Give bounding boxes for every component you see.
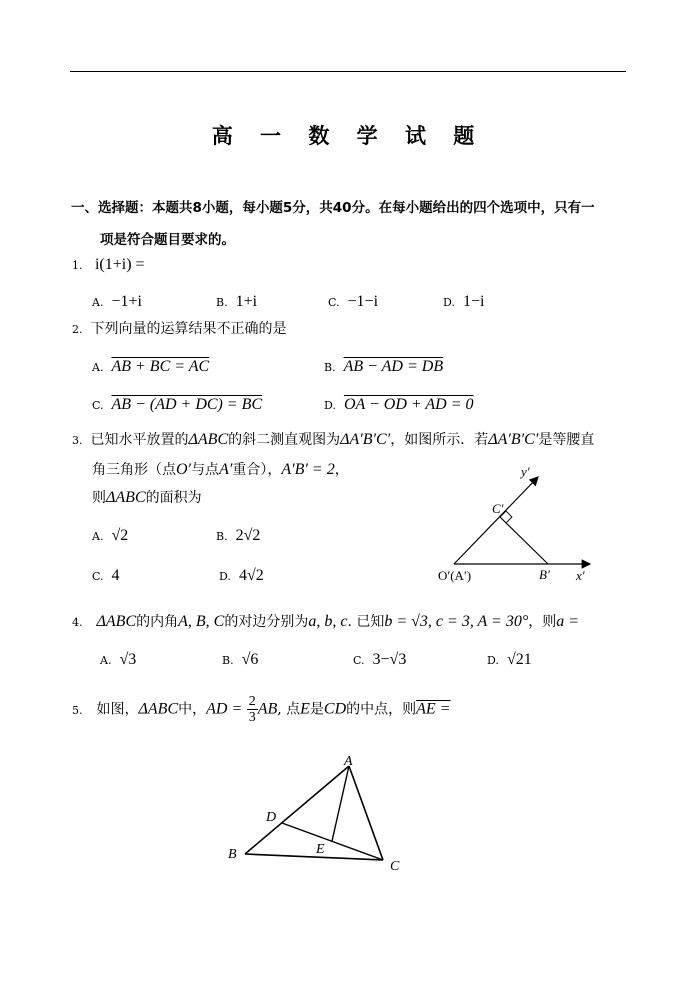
side-bc: [245, 854, 383, 860]
vertex-a-label: A: [344, 754, 353, 769]
q5-figure: [225, 752, 415, 877]
q2-number: 2.: [72, 323, 83, 336]
q1-expression: i(1+i) =: [94, 256, 145, 273]
point-e-label: E: [316, 842, 325, 857]
q2-option-a: A. AB + BC = AC: [92, 358, 210, 375]
q3-option-a: A. √2: [92, 527, 129, 544]
q4-option-c: C. 3−√3: [353, 651, 407, 668]
q5-stem: 5. 如图，ΔABC中，AD = $\frac{2}{3}$ AB, 点E是CD的中点，则AE =: [72, 694, 451, 725]
section-heading-line1: 一、选择题：本题共8小题，每小题5分，共40分。在每小题给出的四个选项中，只有一: [71, 200, 595, 216]
q3-option-b: B. 2√2: [216, 527, 261, 544]
segment-cd: [282, 823, 383, 860]
q4-option-b: B. √6: [222, 651, 259, 668]
q3-option-d: D. 4√2: [219, 567, 264, 584]
q2-option-c: C. AB − (AD + DC) = BC: [92, 396, 263, 413]
vertex-c-label: C: [390, 859, 400, 874]
q3-option-c: C. 4: [92, 567, 120, 584]
side-ac: [349, 766, 383, 860]
q2-option-b: B. AB − AD = DB: [324, 358, 444, 375]
q5-number: 5.: [72, 703, 83, 717]
q3-number: 3.: [72, 434, 83, 447]
side-ab: [245, 766, 349, 854]
q3-stem-line3: 则ΔABC的面积为: [92, 489, 202, 506]
y-axis-line: [454, 477, 538, 564]
q3-stem-line2: 角三角形（点O′与点A′重合），A′B′ = 2，: [92, 461, 349, 478]
label-y-prime: y′: [521, 464, 530, 479]
q2-stem: [72, 318, 287, 338]
q1-option-b: B. 1+i: [216, 293, 258, 310]
point-d-label: D: [266, 810, 277, 825]
section-heading-line2: 项是符合题目要求的。: [100, 232, 235, 248]
label-x-prime: x′: [576, 568, 585, 583]
header-rule: [70, 71, 626, 72]
label-c-prime: C′: [492, 501, 504, 516]
page-title: 高 一 数 学 试 题: [211, 124, 485, 148]
q3-stem-line1: 3. 已知水平放置的ΔABC的斜二测直观图为ΔA′B′C′，如图所示．若ΔA′B′C′是等腰直: [72, 431, 595, 448]
q4-option-d: D. √21: [487, 651, 532, 668]
label-o-prime: O′(A′): [438, 568, 472, 583]
q2-text: 下列向量的运算结果不正确的是: [90, 321, 287, 337]
q4-number: 4.: [72, 616, 83, 629]
q1-option-d: D. 1−i: [443, 293, 485, 310]
label-b-prime: B′: [539, 567, 550, 582]
triangle-side-cb: [500, 517, 548, 564]
q4-option-a: A. √3: [100, 651, 137, 668]
q1-number: 1.: [72, 259, 83, 272]
vertex-b-label: B: [228, 847, 237, 862]
q1-stem: [72, 256, 145, 274]
q1-option-a: A. −1+i: [92, 293, 142, 310]
q1-option-c: C. −1−i: [328, 293, 379, 310]
q3-figure: [430, 460, 600, 590]
fraction-two-thirds: $\frac{2}{3}$: [248, 694, 256, 725]
q4-stem: 4. ΔABC的内角A, B, C的对边分别为a, b, c. 已知b = √3, c = 3, A = 30°，则a =: [72, 613, 580, 630]
q2-option-d: D. OA − OD + AD = 0: [324, 396, 474, 413]
